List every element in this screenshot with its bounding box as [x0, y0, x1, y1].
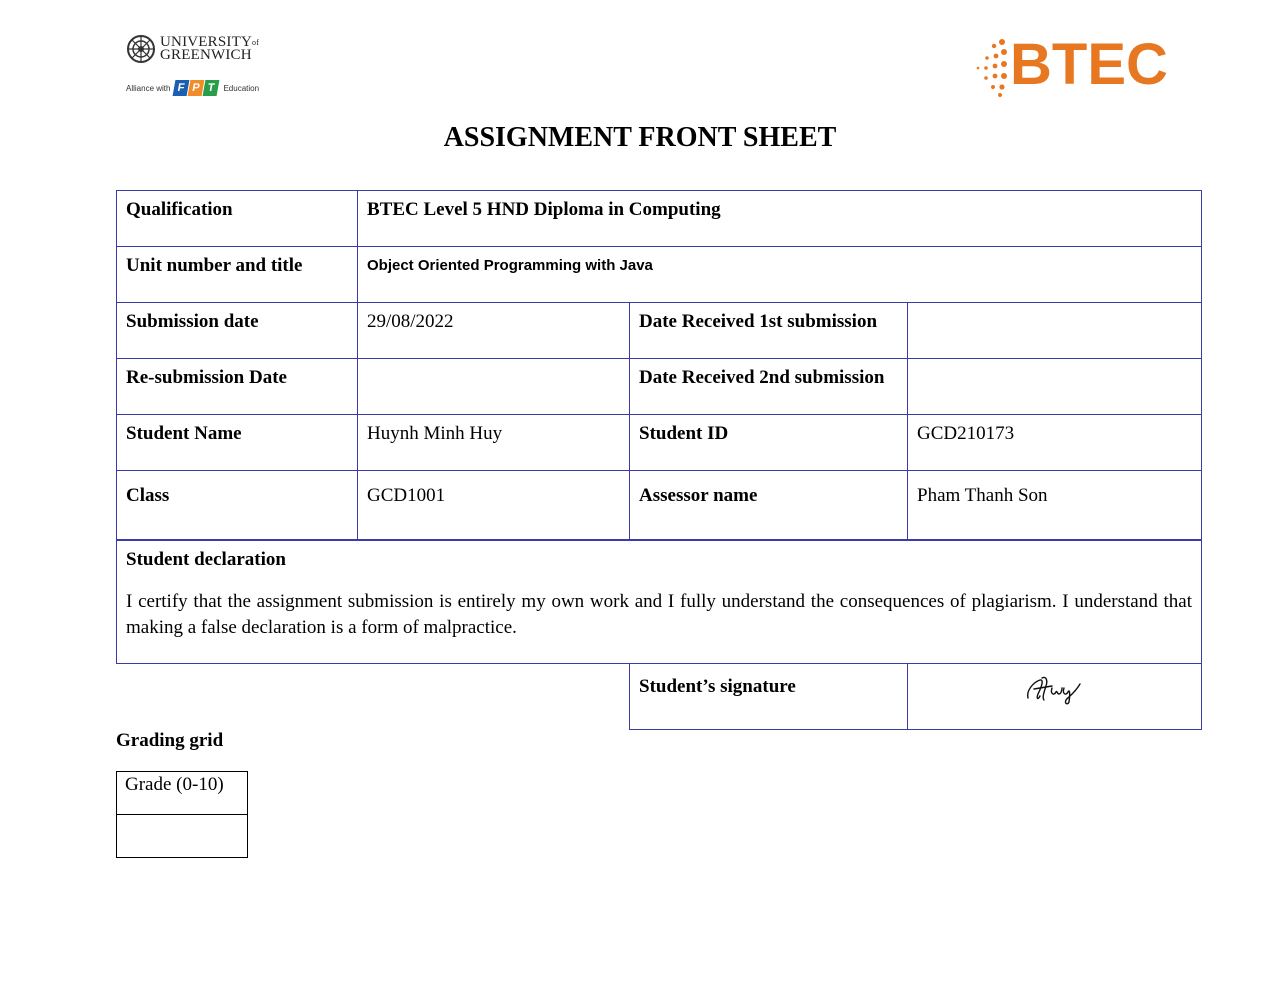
qualification-value: BTEC Level 5 HND Diploma in Computing	[357, 190, 1202, 247]
grading-grid-heading: Grading grid	[116, 730, 224, 751]
student-declaration	[116, 540, 1202, 664]
handwritten-signature	[1024, 672, 1088, 706]
declaration-text: I certify that the assignment submission is entirely my own work and I fully understand the consequences of plagiarism. I understand that making a false declaration is a form of malpractice.	[126, 591, 1192, 638]
row-student-name	[116, 414, 1202, 471]
university-crest-icon	[126, 34, 156, 64]
fpt-letter-t: T	[203, 80, 220, 96]
date-received-2-label: Date Received 2nd submission	[629, 358, 908, 415]
page-title: ASSIGNMENT FRONT SHEET	[443, 122, 837, 153]
qualification-label: Qualification	[116, 190, 358, 247]
btec-logo	[970, 32, 1170, 98]
assessor-value: Pham Thanh Son	[907, 470, 1202, 540]
grading-grid-table	[116, 771, 248, 858]
row-submission-date	[116, 302, 1202, 359]
unit-value: Object Oriented Programming with Java	[357, 246, 1202, 303]
btec-wordmark: BTEC	[1010, 32, 1168, 97]
row-resubmission-date	[116, 358, 1202, 415]
alliance-suffix: Education	[223, 83, 260, 93]
unit-label: Unit number and title	[116, 246, 358, 303]
university-line1: UNIVERSITY	[160, 34, 252, 50]
declaration-heading: Student declaration	[126, 549, 286, 570]
fpt-letter-p: P	[188, 80, 205, 96]
signature-cell	[907, 663, 1202, 730]
grade-header: Grade (0-10)	[116, 771, 248, 815]
row-class	[116, 470, 1202, 540]
grade-value	[116, 815, 248, 858]
student-id-label: Student ID	[629, 414, 908, 471]
resubmission-date-label: Re-submission Date	[116, 358, 358, 415]
class-label: Class	[116, 470, 358, 540]
university-line2: GREENWICH	[160, 47, 252, 63]
alliance-prefix: Alliance with	[126, 83, 171, 93]
university-of: of	[252, 38, 260, 47]
assessor-label: Assessor name	[629, 470, 908, 540]
date-received-1-value	[907, 302, 1202, 359]
row-qualification	[116, 190, 1202, 247]
student-id-value: GCD210173	[907, 414, 1202, 471]
signature-label: Student’s signature	[629, 663, 908, 730]
date-received-2-value	[907, 358, 1202, 415]
date-received-1-label: Date Received 1st submission	[629, 302, 908, 359]
fpt-logo	[174, 80, 219, 96]
submission-date-label: Submission date	[116, 302, 358, 359]
submission-date-value: 29/08/2022	[357, 302, 630, 359]
student-name-value: Huynh Minh Huy	[357, 414, 630, 471]
university-name	[160, 36, 259, 62]
university-greenwich-logo	[126, 34, 266, 104]
btec-dots-icon	[970, 36, 1010, 98]
resubmission-date-value	[357, 358, 630, 415]
class-value: GCD1001	[357, 470, 630, 540]
fpt-alliance	[126, 80, 259, 96]
row-unit	[116, 246, 1202, 303]
student-name-label: Student Name	[116, 414, 358, 471]
fpt-letter-f: F	[173, 80, 190, 96]
